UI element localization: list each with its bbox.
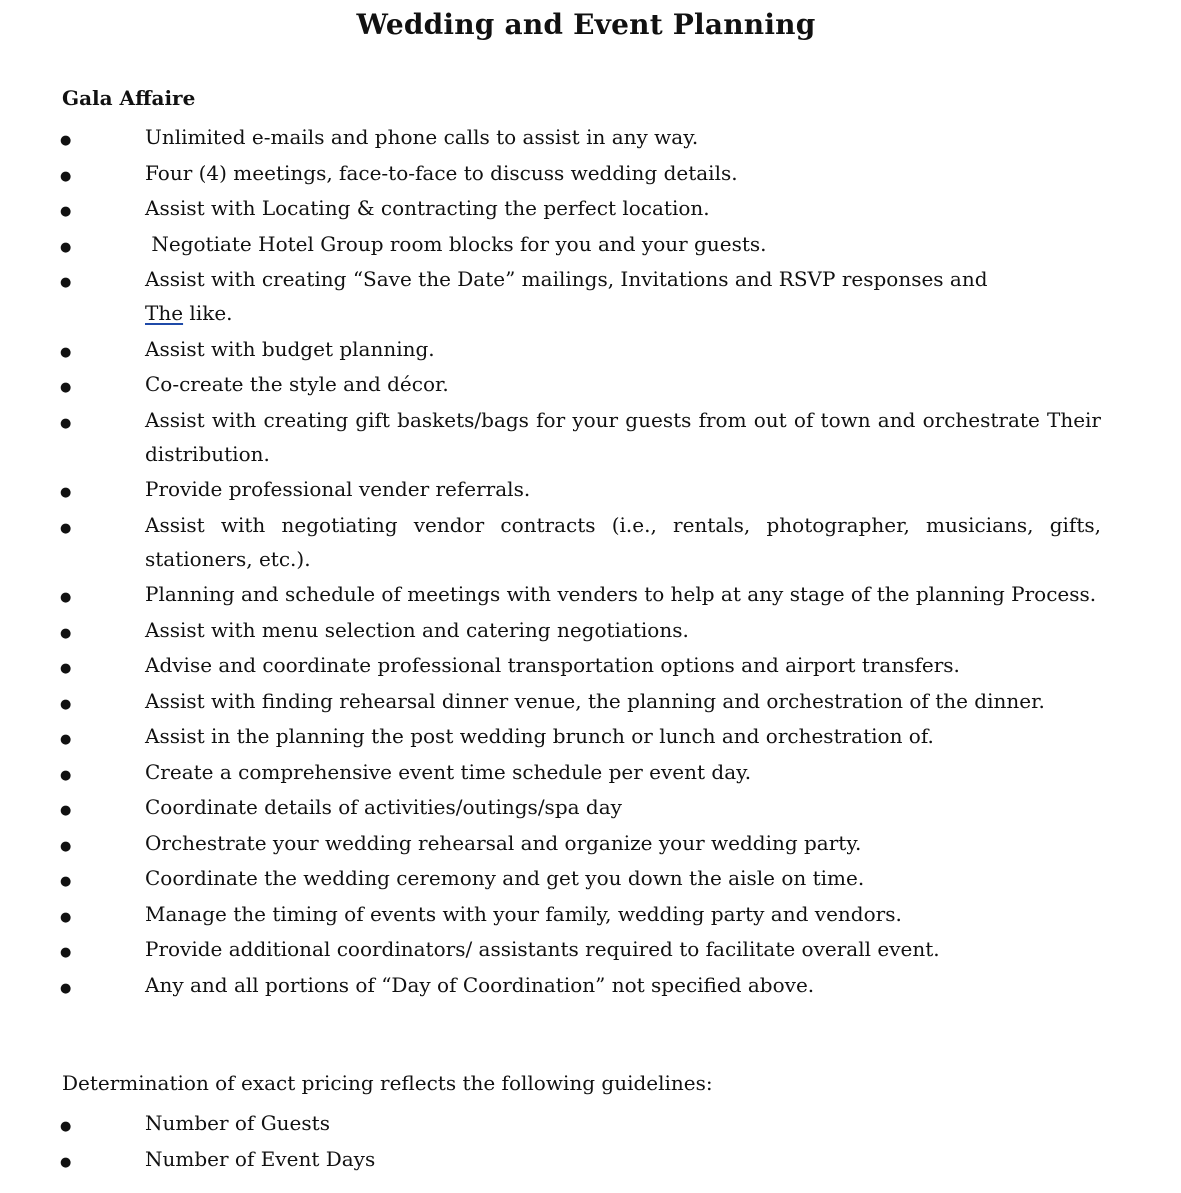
list-item-text: Manage the timing of events with your family, wedding party and vendors. — [145, 901, 902, 926]
bullet-icon — [60, 367, 74, 405]
list-item-text: Coordinate details of activities/outings/spa day — [145, 795, 622, 819]
list-item — [0, 191, 1181, 225]
bullet-icon — [60, 968, 74, 1006]
bullet-icon — [60, 262, 74, 300]
list-item — [0, 897, 1181, 931]
list-item-text: Create a comprehensive event time schedule per event day. — [145, 759, 752, 784]
list-item — [0, 790, 1181, 824]
bullet-icon — [60, 648, 74, 686]
list-item — [0, 577, 1181, 611]
list-item-text: Assist with budget planning. — [145, 336, 435, 361]
pricing-factors-list — [0, 1106, 1181, 1177]
list-item-text: Unlimited e-mails and phone calls to assist in any way. — [145, 125, 699, 149]
list-item-text: Provide additional coordinators/ assistants required to facilitate overall event. — [145, 937, 940, 961]
bullet-icon — [60, 790, 74, 828]
list-item-text: Number of Event Days — [145, 1146, 376, 1171]
bullet-icon — [60, 897, 74, 935]
list-item-text: Assist with creating gift baskets/bags for your guests from out of town and orchestrate Their distribution. — [145, 407, 1101, 466]
list-item — [0, 719, 1181, 753]
bullet-icon — [60, 755, 74, 793]
list-item — [0, 120, 1181, 154]
list-item — [0, 332, 1181, 366]
bullet-icon — [60, 1106, 74, 1144]
list-item — [0, 968, 1181, 1002]
list-item — [0, 472, 1181, 506]
list-item — [0, 403, 1181, 471]
list-item — [0, 932, 1181, 966]
list-item-text: Four (4) meetings, face-to-face to discuss wedding details. — [145, 160, 738, 185]
bullet-icon — [60, 156, 74, 194]
list-item-text: Assist with Locating & contracting the perfect location. — [145, 196, 710, 220]
list-item-text: Assist with menu selection and catering negotiations. — [145, 617, 689, 642]
section-heading: Gala Affaire — [62, 86, 196, 110]
bullet-icon — [60, 1142, 74, 1180]
document-title: Wedding and Event Planning — [356, 8, 816, 41]
bullet-icon — [60, 403, 74, 441]
pricing-guidelines-intro: Determination of exact pricing reflects the following guidelines: — [62, 1071, 713, 1095]
bullet-icon — [60, 826, 74, 864]
bullet-icon — [60, 684, 74, 722]
spelling-underlined-word: The — [145, 301, 184, 325]
list-item — [0, 826, 1181, 860]
list-item — [0, 1142, 1181, 1176]
list-item-text: Any and all portions of “Day of Coordination” not specified above. — [145, 972, 815, 997]
list-item — [0, 156, 1181, 190]
services-list — [0, 120, 1181, 1003]
list-item-text: Number of Guests — [145, 1111, 330, 1135]
bullet-icon — [60, 613, 74, 651]
list-item-text: Provide professional vender referrals. — [145, 477, 531, 501]
list-item — [0, 262, 1181, 330]
bullet-icon — [60, 472, 74, 510]
bullet-icon — [60, 508, 74, 546]
bullet-icon — [60, 332, 74, 370]
bullet-icon — [60, 861, 74, 899]
list-item-text: Orchestrate your wedding rehearsal and organize your wedding party. — [145, 830, 862, 855]
bullet-icon — [60, 227, 74, 265]
list-item-text: Assist in the planning the post wedding brunch or lunch and orchestration of. — [145, 724, 934, 748]
list-item-text: Assist with finding rehearsal dinner venue, the planning and orchestration of the dinner. — [145, 688, 1045, 713]
list-item-text: Assist with negotiating vendor contracts (i.e., rentals, photographer, musicians, gifts, stationers, etc.). — [145, 512, 1101, 571]
list-item — [0, 367, 1181, 401]
list-item-text-continuation: like. — [183, 301, 233, 325]
bullet-icon — [60, 577, 74, 615]
list-item-text: Coordinate the wedding ceremony and get you down the aisle on time. — [145, 866, 865, 890]
list-item-text: Advise and coordinate professional transportation options and airport transfers. — [145, 653, 960, 677]
list-item — [0, 613, 1181, 647]
bullet-icon — [60, 719, 74, 757]
list-item-text: Co-create the style and décor. — [145, 372, 449, 396]
list-item — [0, 648, 1181, 682]
list-item — [0, 1106, 1181, 1140]
list-item-text: Negotiate Hotel Group room blocks for you and your guests. — [145, 231, 767, 256]
bullet-icon — [60, 120, 74, 158]
list-item — [0, 861, 1181, 895]
bullet-icon — [60, 932, 74, 970]
list-item — [0, 684, 1181, 718]
bullet-icon — [60, 191, 74, 229]
list-item — [0, 755, 1181, 789]
list-item — [0, 508, 1181, 576]
list-item-text: Planning and schedule of meetings with venders to help at any stage of the planning Process. — [145, 582, 1097, 606]
list-item-text: Assist with creating “Save the Date” mailings, Invitations and RSVP responses and — [145, 267, 988, 291]
list-item — [0, 227, 1181, 261]
